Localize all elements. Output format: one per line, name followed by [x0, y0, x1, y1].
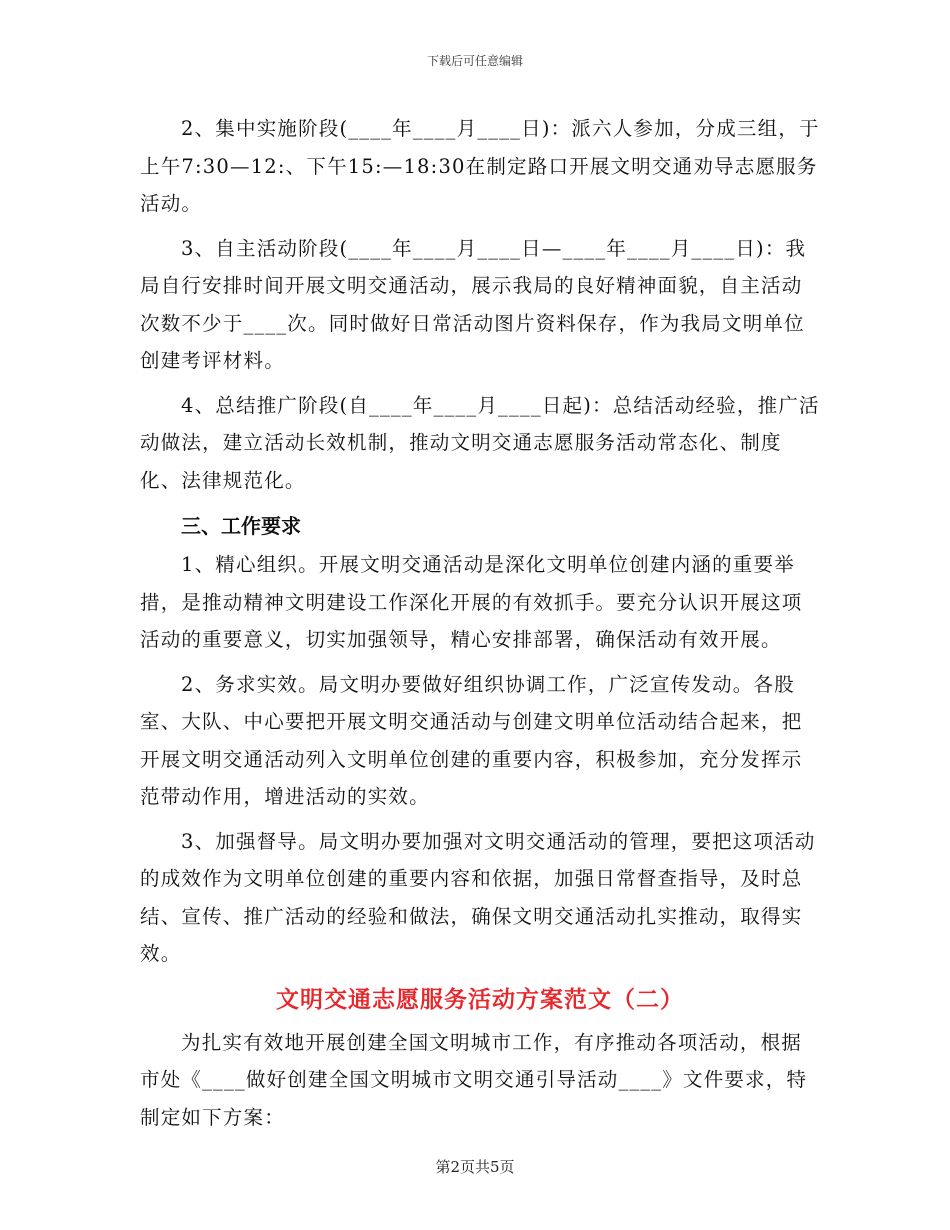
requirement-2-paragraph: 2、务求实效。局文明办要做好组织协调工作，广泛宣传发动。各股室、大队、中心要把开展文明交通活动与创建文明单位活动结合起来，把开展文明交通活动列入文明单位创建的重要内容，积极参加，充分发挥示范带动作用，增进活动的实效。: [140, 672, 803, 808]
phase-3-paragraph: 3、自主活动阶段(____年____月____日—____年____月____日)：我局自行安排时间开展文明交通活动，展示我局的良好精神面貌，自主活动次数不少于____次。同时做好日常活动图片资料保存，作为我局文明单位创建考评材料。: [140, 236, 807, 372]
phase-2-paragraph: 2、集中实施阶段(____年____月____日)：派六人参加，分成三组，于上午7:30—12:、下午15:—18:30在制定路口开展文明交通劝导志愿服务活动。: [140, 117, 820, 215]
requirement-3-paragraph: 3、加强督导。局文明办要加强对文明交通活动的管理，要把这项活动的成效作为文明单位创建的重要内容和依据，加强日常督查指导，及时总结、宣传、推广活动的经验和做法，确保文明交通活动扎实推动，取得实效。: [140, 829, 816, 965]
page-header: 下载后可任意编辑: [426, 54, 523, 68]
page-number-footer: 第2页共5页: [435, 1158, 515, 1176]
document-title: 文明交通志愿服务活动方案范文（二）: [276, 985, 684, 1013]
intro-paragraph: 为扎实有效地开展创建全国文明城市工作，有序推动各项活动，根据市处《____做好创建全国文明城市文明交通引导活动____》文件要求，特制定如下方案：: [140, 1030, 808, 1129]
section-heading-requirements: 三、工作要求: [181, 514, 301, 538]
requirement-1-paragraph: 1、精心组织。开展文明交通活动是深化文明单位创建内涵的重要举措，是推动精神文明建设工作深化开展的有效抓手。要充分认识开展这项活动的重要意义，切实加强领导，精心安排部署，确保活动有效开展。: [140, 553, 803, 651]
document-body: [140, 110, 820, 1143]
phase-4-paragraph: 4、总结推广阶段(自____年____月____日起)：总结活动经验，推广活动做法，建立活动长效机制，推动文明交通志愿服务活动常态化、制度化、法律规范化。: [140, 393, 820, 492]
